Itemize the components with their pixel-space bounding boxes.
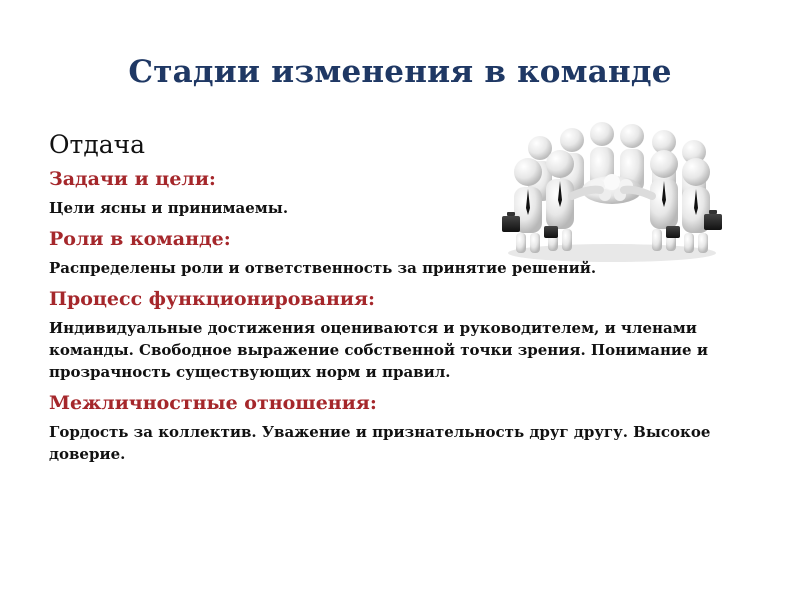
content [49,130,769,473]
section-heading-relations: Межличностные отношения: [49,392,377,414]
section-heading-roles: Роли в команде: [49,228,231,250]
stage-title: Отдача [49,130,146,159]
section-text-roles: Распределены роли и ответственность за принятие решений. [49,259,597,277]
section-heading-process: Процесс функционирования: [49,288,376,310]
section-text-relations: Гордость за коллектив. Уважение и признательность друг другу. Высокое доверие. [49,423,711,463]
section-text-tasks: Цели ясны и принимаемы. [49,199,289,217]
section-heading-tasks: Задачи и цели: [49,168,216,190]
section-text-process: Индивидуальные достижения оцениваются и руководителем, и членами команды. Свободное выражение собственной точки зрения. Понимание и прозрачность существующих норм и правил. [49,319,708,381]
slide-title: Стадии изменения в команде [128,54,672,90]
